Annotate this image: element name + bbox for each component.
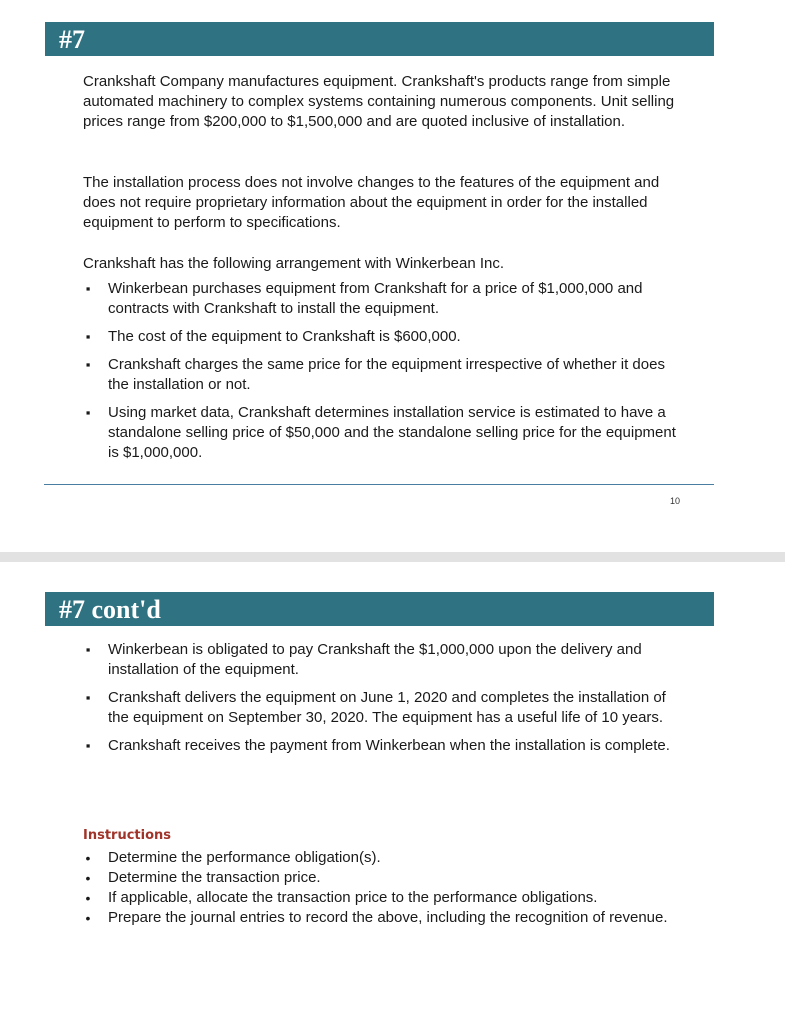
small-bullet-icon: ▪ (85, 281, 91, 296)
installation-paragraph: The installation process does not involve changes to the features of the equipment and does not require proprietary information about the equipment in order for the installed equipment to perform to specifications. (83, 174, 660, 231)
round-bullet-icon: • (85, 910, 91, 926)
small-bullet-icon: ▪ (85, 690, 91, 705)
footer-divider (44, 484, 714, 485)
list-item: ▪ Winkerbean purchases equipment from Crankshaft for a price of $1,000,000 and contracts with Crankshaft to install the equipment. (83, 279, 683, 319)
instructions-heading: Instructions (83, 828, 172, 843)
small-bullet-icon: ▪ (85, 329, 91, 344)
arrangement-list (83, 279, 683, 471)
list-item: • Determine the performance obligation(s). (83, 848, 683, 868)
small-bullet-icon: ▪ (85, 405, 91, 420)
list-item: ▪ The cost of the equipment to Crankshaft is $600,000. (83, 327, 683, 347)
slide-title: #7 (45, 22, 714, 56)
instructions-list (83, 848, 683, 928)
slide-2 (0, 562, 785, 1024)
terms-list (83, 640, 683, 764)
round-bullet-icon: • (85, 850, 91, 866)
arrangement-paragraph: Crankshaft has the following arrangement with Winkerbean Inc. (83, 255, 505, 272)
list-item: ▪ Crankshaft delivers the equipment on June 1, 2020 and completes the installation of the equipment on September 30, 2020. The equipment has a useful life of 10 years. (83, 688, 683, 728)
list-item: • Prepare the journal entries to record the above, including the recognition of revenue. (83, 908, 683, 928)
page-number: 10 (670, 496, 681, 506)
round-bullet-icon: • (85, 870, 91, 886)
small-bullet-icon: ▪ (85, 357, 91, 372)
intro-paragraph: Crankshaft Company manufactures equipment. Crankshaft's products range from simple automated machinery to complex systems containing numerous components. Unit selling prices range from $200,000 to $1,500,000 and are quoted inclusive of installation. (83, 73, 675, 130)
list-item: ▪ Crankshaft charges the same price for the equipment irrespective of whether it does the installation or not. (83, 355, 683, 395)
list-item: • Determine the transaction price. (83, 868, 683, 888)
list-item: ▪ Winkerbean is obligated to pay Crankshaft the $1,000,000 upon the delivery and installation of the equipment. (83, 640, 683, 680)
list-item: ▪ Crankshaft receives the payment from Winkerbean when the installation is complete. (83, 736, 683, 756)
small-bullet-icon: ▪ (85, 642, 91, 657)
list-item: • If applicable, allocate the transaction price to the performance obligations. (83, 888, 683, 908)
round-bullet-icon: • (85, 890, 91, 906)
slide-title: #7 cont'd (45, 592, 714, 626)
list-item: ▪ Using market data, Crankshaft determines installation service is estimated to have a standalone selling price of $50,000 and the standalone selling price for the equipment is $1,000,000. (83, 403, 683, 463)
small-bullet-icon: ▪ (85, 738, 91, 753)
slide-separator (0, 552, 785, 562)
